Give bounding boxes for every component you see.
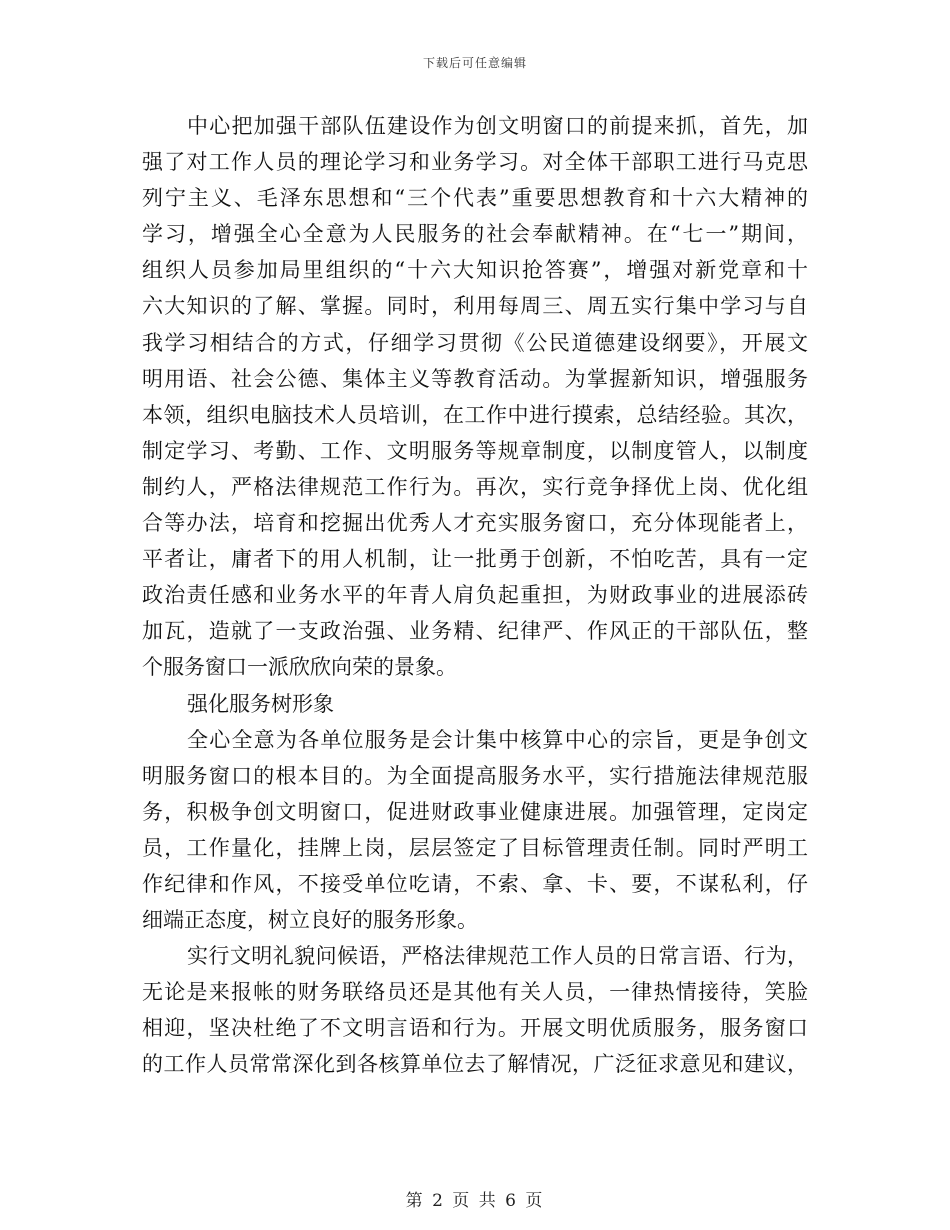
text-line: 员，工作量化，挂牌上岗，层层签定了目标管理责任制。同时严明工	[142, 835, 808, 860]
text-line: 本领，组织电脑技术人员培训，在工作中进行摸索，总结经验。其次，	[142, 402, 808, 427]
section-heading: 强化服务树形象	[187, 691, 334, 716]
text-line: 的工作人员常常深化到各核算单位去了解情况，广泛征求意见和建议，	[142, 1052, 808, 1077]
text-line: 强了对工作人员的理论学习和业务学习。对全体干部职工进行马克思	[142, 150, 808, 175]
document-body	[142, 108, 808, 1083]
text-line: 明用语、社会公德、集体主义等教育活动。为掌握新知识，增强服务	[142, 366, 808, 391]
text-line: 组织人员参加局里组织的“十六大知识抢答赛”，增强对新党章和十	[142, 258, 808, 283]
text-line: 全心全意为各单位服务是会计集中核算中心的宗旨，更是争创文	[187, 727, 808, 752]
text-line: 列宁主义、毛泽东思想和“三个代表”重要思想教育和十六大精神的	[142, 186, 808, 211]
text-line: 我学习相结合的方式，仔细学习贯彻《公民道德建设纲要》，开展文	[142, 330, 808, 355]
text-line: 平者让，庸者下的用人机制，让一批勇于创新，不怕吃苦，具有一定	[142, 547, 808, 572]
text-line: 制约人，严格法律规范工作行为。再次，实行竞争择优上岗、优化组	[142, 474, 808, 499]
page-header: 下载后可任意编辑	[422, 56, 527, 70]
text-line: 细端正态度，树立良好的服务形象。	[142, 908, 478, 933]
text-line: 制定学习、考勤、工作、文明服务等规章制度，以制度管人，以制度	[142, 438, 808, 463]
text-line: 六大知识的了解、掌握。同时，利用每周三、周五实行集中学习与自	[142, 294, 808, 319]
text-line: 实行文明礼貌问候语，严格法律规范工作人员的日常言语、行为，	[187, 944, 808, 969]
text-line: 相迎，坚决杜绝了不文明言语和行为。开展文明优质服务，服务窗口	[142, 1016, 808, 1041]
text-line: 个服务窗口一派欣欣向荣的景象。	[142, 655, 457, 680]
text-line: 明服务窗口的根本目的。为全面提高服务水平，实行措施法律规范服	[142, 763, 808, 788]
text-line: 学习，增强全心全意为人民服务的社会奉献精神。在“七一”期间，	[142, 222, 808, 247]
text-line: 务，积极争创文明窗口，促进财政事业健康进展。加强管理，定岗定	[142, 799, 808, 824]
text-line: 加瓦，造就了一支政治强、业务精、纪律严、作风正的干部队伍，整	[142, 619, 808, 644]
text-line: 作纪律和作风，不接受单位吃请，不索、拿、卡、要，不谋私利，仔	[142, 871, 808, 896]
text-line: 合等办法，培育和挖掘出优秀人才充实服务窗口，充分体现能者上，	[142, 511, 808, 536]
page-footer: 第 2 页 共 6 页	[405, 1191, 545, 1211]
text-line: 政治责任感和业务水平的年青人肩负起重担，为财政事业的进展添砖	[142, 583, 808, 608]
text-line: 中心把加强干部队伍建设作为创文明窗口的前提来抓，首先，加	[187, 114, 808, 138]
text-line: 无论是来报帐的财务联络员还是其他有关人员，一律热情接待，笑脸	[142, 980, 808, 1005]
